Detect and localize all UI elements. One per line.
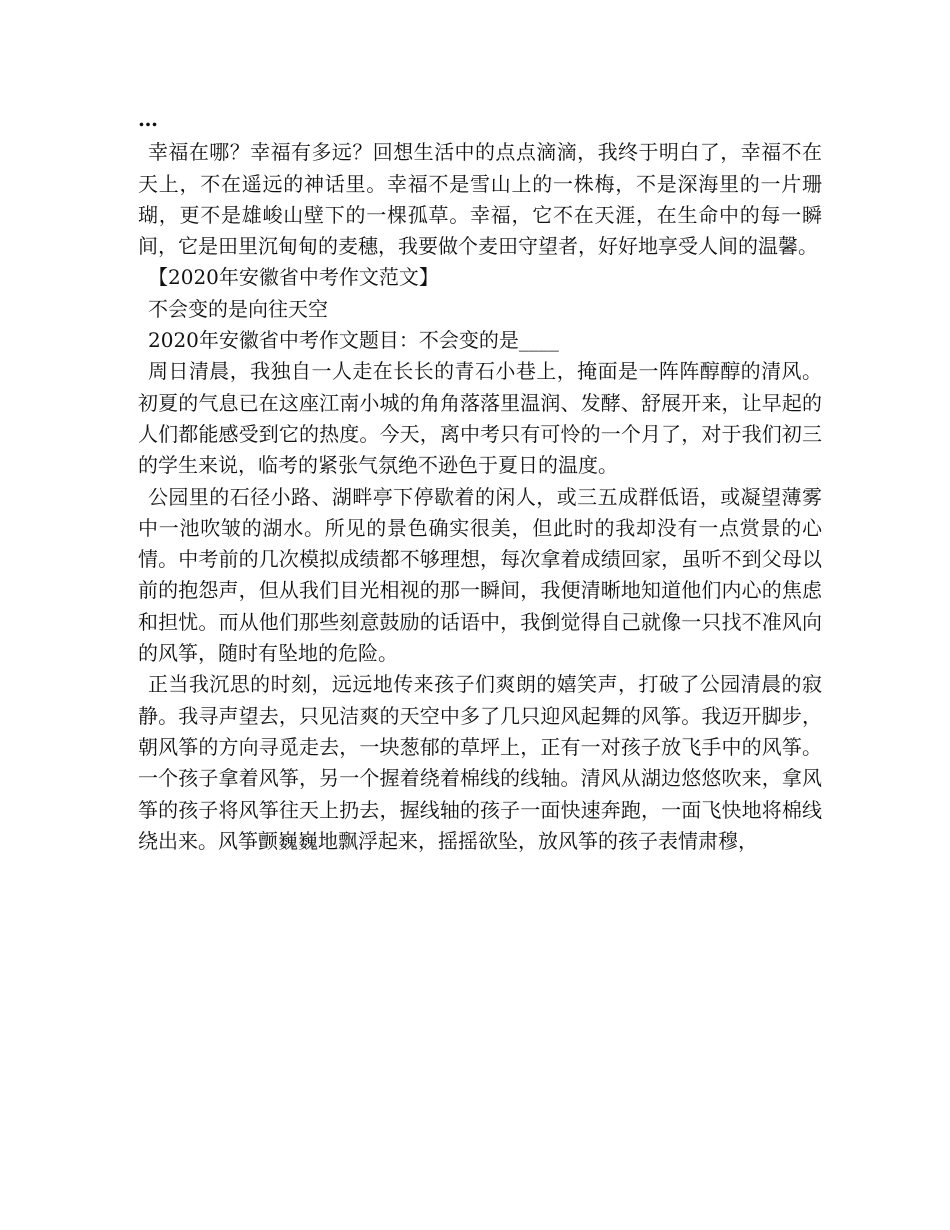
paragraph-happiness: 幸福在哪？幸福有多远？回想生活中的点点滴滴，我终于明白了，幸福不在天上，不在遥远的神话里。幸福不是雪山上的一株梅，不是深海里的一片珊瑚，更不是雄峻山壁下的一棵孤草。幸福，它不在天涯，在生命中的每一瞬间，它是田里沉甸甸的麦穗，我要做个麦田守望者，好好地享受人间的温馨。 xyxy=(138,140,822,259)
paragraph-morning: 周日清晨，我独自一人走在长长的青石小巷上，掩面是一阵阵醇醇的清风。初夏的气息已在这座江南小城的角角落落里温润、发酵、舒展开来，让早起的人们都能感受到它的热度。今天，离中考只有可怜的一个月了，对于我们初三的学生来说，临考的紧张气氛绝不逊色于夏日的温度。 xyxy=(138,359,822,478)
essay-section-heading: 【2020年安徽省中考作文范文】 xyxy=(148,265,439,290)
paragraph-kites: 正当我沉思的时刻，远远地传来孩子们爽朗的嬉笑声，打破了公园清晨的寂静。我寻声望去，只见洁爽的天空中多了几只迎风起舞的风筝。我迈开脚步，朝风筝的方向寻觅走去，一块葱郁的草坪上，正有一对孩子放飞手中的风筝。一个孩子拿着风筝，另一个握着绕着棉线的线轴。清风从湖边悠悠吹来，拿风筝的孩子将风筝往天上扔去，握线轴的孩子一面快速奔跑，一面飞快地将棉线绕出来。风筝颤巍巍地飘浮起来，摇摇欲坠，放风筝的孩子表情肃穆， xyxy=(138,672,822,853)
document-page xyxy=(138,104,822,857)
essay-prompt: 2020年安徽省中考作文题目：不会变的是____ xyxy=(148,328,559,353)
essay-title: 不会变的是向往天空 xyxy=(148,296,328,321)
paragraph-park: 公园里的石径小路、湖畔亭下停歇着的闲人，或三五成群低语，或凝望薄雾中一池吹皱的湖水。所见的景色确实很美，但此时的我却没有一点赏景的心情。中考前的几次模拟成绩都不够理想，每次拿着成绩回家，虽听不到父母以前的抱怨声，但从我们目光相视的那一瞬间，我便清晰地知道他们内心的焦虑和担忧。而从他们那些刻意鼓励的话语中，我倒觉得自己就像一只找不准风向的风筝，随时有坠地的危险。 xyxy=(138,484,822,666)
leading-ellipsis: … xyxy=(138,107,159,131)
